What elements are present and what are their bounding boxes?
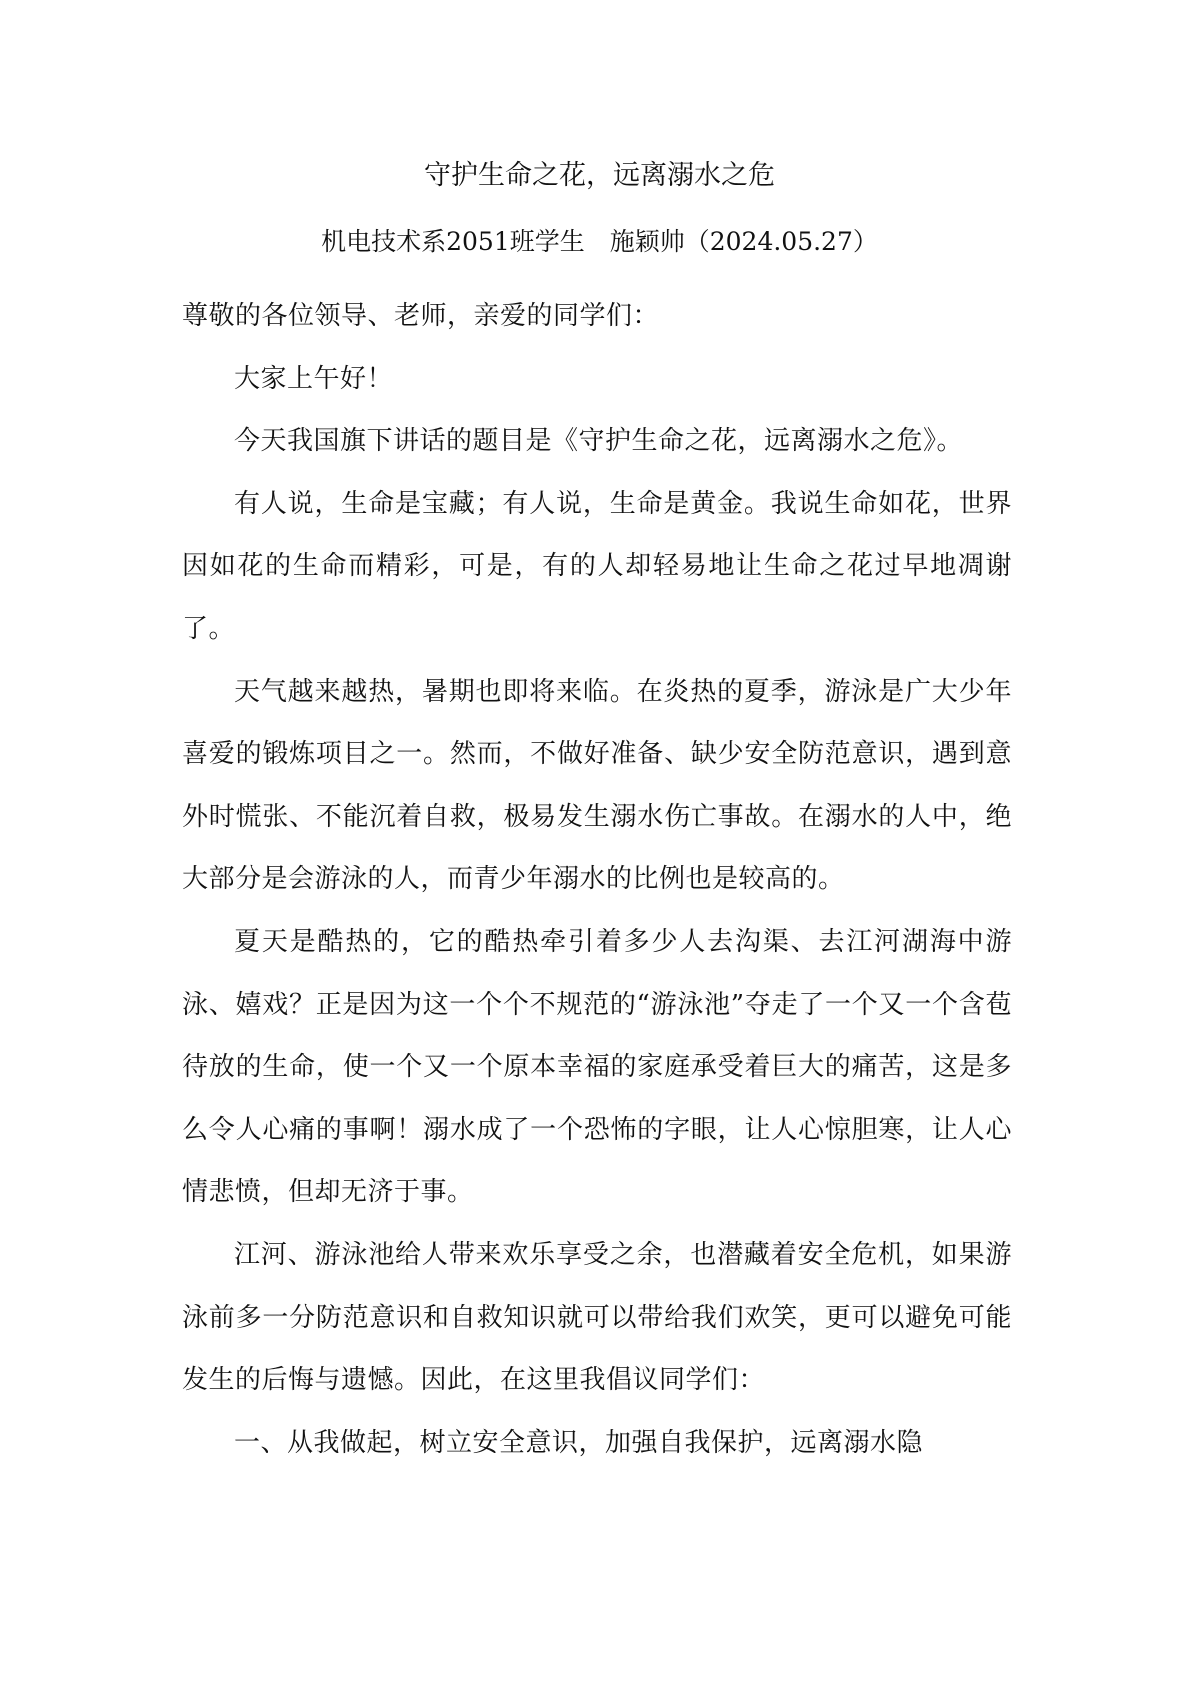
document-title: 守护生命之花，远离溺水之危 <box>424 160 775 191</box>
paragraph-life-flower: 有人说，生命是宝藏；有人说，生命是黄金。我说生命如花，世界因如花的生命而精彩，可是，有的人却轻易地让生命之花过早地凋谢了。 <box>182 488 1012 644</box>
speech-body <box>182 285 1012 1474</box>
paragraph-point-one: 一、从我做起，树立安全意识，加强自我保护，远离溺水隐 <box>234 1427 924 1458</box>
paragraph-topic: 今天我国旗下讲话的题目是《守护生命之花，远离溺水之危》。 <box>234 426 964 457</box>
salutation: 尊敬的各位领导、老师，亲爱的同学们： <box>182 301 660 331</box>
paragraph-greeting: 大家上午好！ <box>234 363 394 394</box>
paragraph-proposal: 江河、游泳池给人带来欢乐享受之余，也潜藏着安全危机，如果游泳前多一分防范意识和自救知识就可以带给我们欢笑，更可以避免可能发生的后悔与遗憾。因此，在这里我倡议同学们： <box>182 1239 1012 1396</box>
document-byline: 机电技术系2051班学生 施颖帅（2024.05.27） <box>321 227 878 256</box>
paragraph-summer-swimming: 天气越来越热，暑期也即将来临。在炎热的夏季，游泳是广大少年喜爱的锻炼项目之一。然而，不做好准备、缺少安全防范意识，遇到意外时慌张、不能沉着自救，极易发生溺水伤亡事故。在溺水的人中，绝大部分是会游泳的人，而青少年溺水的比例也是较高的。 <box>182 676 1012 895</box>
paragraph-drowning-danger: 夏天是酷热的，它的酷热牵引着多少人去沟渠、去江河湖海中游泳、嬉戏？正是因为这一个个不规范的“游泳池”夺走了一个又一个含苞待放的生命，使一个又一个原本幸福的家庭承受着巨大的痛苦，这是多么令人心痛的事啊！溺水成了一个恐怖的字眼，让人心惊胆寒，让人心情悲愤，但却无济于事。 <box>182 926 1012 1208</box>
